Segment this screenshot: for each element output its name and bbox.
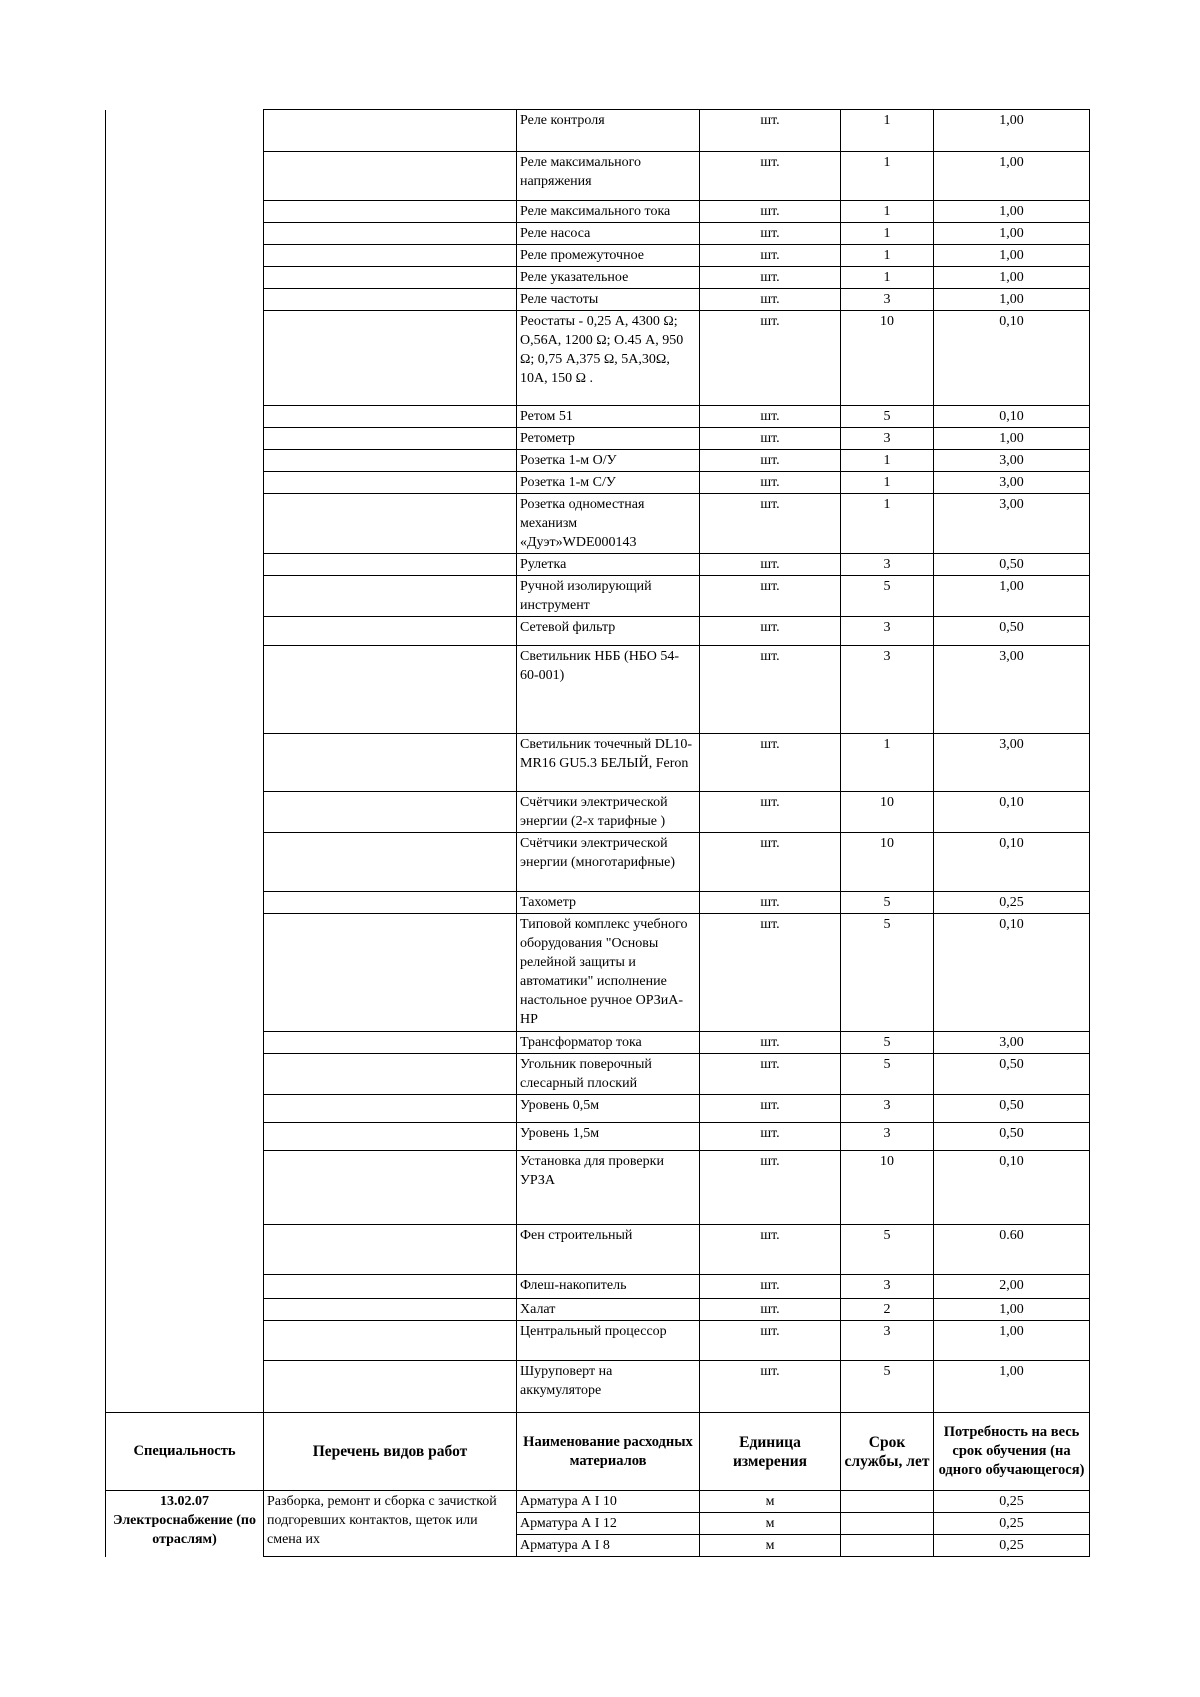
- specialty-cell-empty: [106, 914, 264, 1032]
- service-life-value: 1: [841, 450, 934, 472]
- material-name: Розетка 1-м С/У: [517, 472, 700, 494]
- works-cell-empty: [264, 450, 517, 472]
- service-life-value: [841, 1535, 934, 1557]
- service-life-value: 3: [841, 554, 934, 576]
- specialty-cell-empty: [106, 1275, 264, 1299]
- need-value: 0,10: [934, 406, 1090, 428]
- material-name: Светильник НББ (НБО 54-60-001): [517, 646, 700, 734]
- header-life: Срок службы, лет: [841, 1413, 934, 1491]
- unit-value: шт.: [700, 406, 841, 428]
- specialty-cell-empty: [106, 223, 264, 245]
- unit-value: шт.: [700, 428, 841, 450]
- unit-value: шт.: [700, 792, 841, 833]
- works-cell-empty: [264, 494, 517, 554]
- works-cell-empty: [264, 1275, 517, 1299]
- unit-value: шт.: [700, 734, 841, 792]
- unit-value: шт.: [700, 1151, 841, 1225]
- service-life-value: 5: [841, 1054, 934, 1095]
- works-cell-empty: [264, 617, 517, 646]
- works-cell-empty: [264, 1321, 517, 1361]
- materials-table: [105, 109, 1090, 1557]
- material-name: Арматура А I 10: [517, 1491, 700, 1513]
- material-name: Счётчики электрической энергии (2-х тарифные ): [517, 792, 700, 833]
- need-value: 0,25: [934, 1513, 1090, 1535]
- specialty-cell-empty: [106, 201, 264, 223]
- unit-value: шт.: [700, 201, 841, 223]
- works-cell-empty: [264, 223, 517, 245]
- material-name: Реле промежуточное: [517, 245, 700, 267]
- material-name: Ретометр: [517, 428, 700, 450]
- unit-value: шт.: [700, 311, 841, 406]
- specialty-cell-empty: [106, 1054, 264, 1095]
- table-row: [106, 1225, 1090, 1275]
- material-name: Реостаты - 0,25 А, 4300 Ω; О,56А, 1200 Ω; О.45 А, 950 Ω; 0,75 А,375 Ω, 5А,30Ω, 10А, 150 Ω .: [517, 311, 700, 406]
- need-value: 3,00: [934, 494, 1090, 554]
- unit-value: шт.: [700, 617, 841, 646]
- specialty-cell-empty: [106, 1225, 264, 1275]
- specialty-cell-empty: [106, 406, 264, 428]
- unit-value: шт.: [700, 833, 841, 892]
- service-life-value: 10: [841, 833, 934, 892]
- need-value: 0,10: [934, 833, 1090, 892]
- table-row: [106, 223, 1090, 245]
- service-life-value: 10: [841, 311, 934, 406]
- works-cell-empty: [264, 289, 517, 311]
- works-cell-empty: [264, 311, 517, 406]
- specialty-cell-empty: [106, 792, 264, 833]
- unit-value: шт.: [700, 1095, 841, 1123]
- header-material: Наименование расходных материалов: [517, 1413, 700, 1491]
- need-value: 1,00: [934, 223, 1090, 245]
- service-life-value: 3: [841, 617, 934, 646]
- material-name: Типовой комплекс учебного оборудования "Основы релейной защиты и автоматики" исполнение настольное ручное ОРЗиА-НР: [517, 914, 700, 1032]
- table-row: [106, 554, 1090, 576]
- material-name: Реле максимального тока: [517, 201, 700, 223]
- table-row: [106, 201, 1090, 223]
- material-name: Светильник точечный DL10-MR16 GU5.3 БЕЛЫЙ, Feron: [517, 734, 700, 792]
- need-value: 1,00: [934, 289, 1090, 311]
- service-life-value: 1: [841, 494, 934, 554]
- unit-value: шт.: [700, 1361, 841, 1413]
- service-life-value: 1: [841, 734, 934, 792]
- need-value: 1,00: [934, 201, 1090, 223]
- specialty-cell-empty: [106, 428, 264, 450]
- table-row: [106, 450, 1090, 472]
- table-row: [106, 428, 1090, 450]
- need-value: 1,00: [934, 1299, 1090, 1321]
- table-row: [106, 245, 1090, 267]
- material-name: Реле указательное: [517, 267, 700, 289]
- service-life-value: 2: [841, 1299, 934, 1321]
- service-life-value: 10: [841, 1151, 934, 1225]
- specialty-cell-empty: [106, 1361, 264, 1413]
- service-life-value: 10: [841, 792, 934, 833]
- works-cell-empty: [264, 245, 517, 267]
- need-value: 0,25: [934, 1535, 1090, 1557]
- table-row: [106, 267, 1090, 289]
- specialty-cell-empty: [106, 472, 264, 494]
- table-row: [106, 1491, 1090, 1513]
- table-row: [106, 892, 1090, 914]
- material-name: Установка для проверки УРЗА: [517, 1151, 700, 1225]
- unit-value: м: [700, 1513, 841, 1535]
- specialty-cell-empty: [106, 1321, 264, 1361]
- need-value: 0,10: [934, 792, 1090, 833]
- table-row: [106, 914, 1090, 1032]
- unit-value: шт.: [700, 1032, 841, 1054]
- works-cell-empty: [264, 576, 517, 617]
- table-header-row: [106, 1413, 1090, 1491]
- need-value: 1,00: [934, 245, 1090, 267]
- service-life-value: 3: [841, 289, 934, 311]
- specialty-cell-empty: [106, 289, 264, 311]
- material-name: Реле частоты: [517, 289, 700, 311]
- material-name: Арматура А I 8: [517, 1535, 700, 1557]
- works-cell-empty: [264, 110, 517, 152]
- works-cell-empty: [264, 152, 517, 201]
- unit-value: шт.: [700, 110, 841, 152]
- need-value: 0,50: [934, 1123, 1090, 1151]
- specialty-cell-empty: [106, 494, 264, 554]
- service-life-value: 1: [841, 223, 934, 245]
- specialty-cell-empty: [106, 1032, 264, 1054]
- material-name: Реле максимального напряжения: [517, 152, 700, 201]
- material-name: Уровень 0,5м: [517, 1095, 700, 1123]
- service-life-value: 3: [841, 1321, 934, 1361]
- need-value: 3,00: [934, 472, 1090, 494]
- table-row: [106, 494, 1090, 554]
- specialty-cell-empty: [106, 554, 264, 576]
- table-row: [106, 1321, 1090, 1361]
- need-value: 0.60: [934, 1225, 1090, 1275]
- need-value: 0,50: [934, 554, 1090, 576]
- table-row: [106, 1095, 1090, 1123]
- material-name: Угольник поверочный слесарный плоский: [517, 1054, 700, 1095]
- specialty-cell-empty: [106, 734, 264, 792]
- unit-value: шт.: [700, 554, 841, 576]
- material-name: Ретом 51: [517, 406, 700, 428]
- need-value: 3,00: [934, 450, 1090, 472]
- unit-value: шт.: [700, 1275, 841, 1299]
- unit-value: шт.: [700, 289, 841, 311]
- table-row: [106, 617, 1090, 646]
- works-cell-empty: [264, 406, 517, 428]
- material-name: Розетка одноместная механизм «Дуэт»WDE000143: [517, 494, 700, 554]
- service-life-value: 1: [841, 472, 934, 494]
- service-life-value: 5: [841, 914, 934, 1032]
- unit-value: шт.: [700, 1123, 841, 1151]
- works-cell-empty: [264, 1151, 517, 1225]
- unit-value: м: [700, 1491, 841, 1513]
- unit-value: шт.: [700, 472, 841, 494]
- works-cell-empty: [264, 914, 517, 1032]
- works-cell-empty: [264, 1299, 517, 1321]
- unit-value: шт.: [700, 646, 841, 734]
- specialty-cell-empty: [106, 1095, 264, 1123]
- need-value: 1,00: [934, 576, 1090, 617]
- need-value: 1,00: [934, 267, 1090, 289]
- table-row: [106, 792, 1090, 833]
- unit-value: шт.: [700, 223, 841, 245]
- header-specialty: Специальность: [106, 1413, 264, 1491]
- service-life-value: 3: [841, 1123, 934, 1151]
- specialty-cell-empty: [106, 311, 264, 406]
- header-unit: Единица измерения: [700, 1413, 841, 1491]
- table-row: [106, 1361, 1090, 1413]
- service-life-value: 1: [841, 152, 934, 201]
- material-name: Сетевой фильтр: [517, 617, 700, 646]
- service-life-value: 1: [841, 201, 934, 223]
- unit-value: шт.: [700, 1225, 841, 1275]
- need-value: 1,00: [934, 152, 1090, 201]
- specialty-cell-empty: [106, 617, 264, 646]
- material-name: Уровень 1,5м: [517, 1123, 700, 1151]
- unit-value: шт.: [700, 1299, 841, 1321]
- material-name: Центральный процессор: [517, 1321, 700, 1361]
- material-name: Счётчики электрической энергии (многотарифные): [517, 833, 700, 892]
- header-works: Перечень видов работ: [264, 1413, 517, 1491]
- table-row: [106, 1299, 1090, 1321]
- works-cell-empty: [264, 201, 517, 223]
- specialty-cell-empty: [106, 450, 264, 472]
- works-cell-empty: [264, 1225, 517, 1275]
- specialty-cell-empty: [106, 1299, 264, 1321]
- specialty-cell-empty: [106, 646, 264, 734]
- works-cell-empty: [264, 1361, 517, 1413]
- service-life-value: 3: [841, 1275, 934, 1299]
- works-cell-empty: [264, 472, 517, 494]
- material-name: Ручной изолирующий инструмент: [517, 576, 700, 617]
- unit-value: шт.: [700, 576, 841, 617]
- specialty-cell-empty: [106, 1123, 264, 1151]
- need-value: 0,25: [934, 892, 1090, 914]
- specialty-code: 13.02.07 Электроснабжение (по отраслям): [106, 1491, 264, 1557]
- table-row: [106, 576, 1090, 617]
- table-row: [106, 289, 1090, 311]
- works-cell-empty: [264, 734, 517, 792]
- material-name: Шуруповерт на аккумуляторе: [517, 1361, 700, 1413]
- works-cell-empty: [264, 267, 517, 289]
- header-need: Потребность на весь срок обучения (на одного обучающегося): [934, 1413, 1090, 1491]
- table-row: [106, 1054, 1090, 1095]
- need-value: 0,50: [934, 1095, 1090, 1123]
- specialty-cell-empty: [106, 1151, 264, 1225]
- table-row: [106, 472, 1090, 494]
- need-value: 0,25: [934, 1491, 1090, 1513]
- service-life-value: 1: [841, 267, 934, 289]
- works-cell-empty: [264, 1032, 517, 1054]
- service-life-value: 1: [841, 245, 934, 267]
- need-value: 1,00: [934, 1321, 1090, 1361]
- material-name: Халат: [517, 1299, 700, 1321]
- works-cell-empty: [264, 892, 517, 914]
- table-row: [106, 110, 1090, 152]
- specialty-cell-empty: [106, 892, 264, 914]
- table-row: [106, 646, 1090, 734]
- unit-value: шт.: [700, 245, 841, 267]
- unit-value: шт.: [700, 450, 841, 472]
- works-cell-empty: [264, 428, 517, 450]
- unit-value: шт.: [700, 1054, 841, 1095]
- unit-value: шт.: [700, 892, 841, 914]
- unit-value: шт.: [700, 1321, 841, 1361]
- unit-value: шт.: [700, 267, 841, 289]
- material-name: Фен строительный: [517, 1225, 700, 1275]
- material-name: Арматура А I 12: [517, 1513, 700, 1535]
- service-life-value: 3: [841, 1095, 934, 1123]
- service-life-value: 1: [841, 110, 934, 152]
- specialty-cell-empty: [106, 152, 264, 201]
- unit-value: м: [700, 1535, 841, 1557]
- table-row: [106, 833, 1090, 892]
- service-life-value: 5: [841, 1361, 934, 1413]
- material-name: Розетка 1-м О/У: [517, 450, 700, 472]
- need-value: 0,50: [934, 617, 1090, 646]
- table-row: [106, 152, 1090, 201]
- need-value: 3,00: [934, 1032, 1090, 1054]
- unit-value: шт.: [700, 152, 841, 201]
- service-life-value: [841, 1491, 934, 1513]
- specialty-cell-empty: [106, 576, 264, 617]
- material-name: Флеш-накопитель: [517, 1275, 700, 1299]
- service-life-value: 3: [841, 428, 934, 450]
- service-life-value: 3: [841, 646, 934, 734]
- table-row: [106, 406, 1090, 428]
- works-cell-empty: [264, 1123, 517, 1151]
- table-row: [106, 734, 1090, 792]
- work-type: Разборка, ремонт и сборка с зачисткой подгоревших контактов, щеток или смена их: [264, 1491, 517, 1557]
- need-value: 1,00: [934, 1361, 1090, 1413]
- table-row: [106, 1151, 1090, 1225]
- works-cell-empty: [264, 792, 517, 833]
- works-cell-empty: [264, 1095, 517, 1123]
- service-life-value: 5: [841, 1225, 934, 1275]
- material-name: Трансформатор тока: [517, 1032, 700, 1054]
- service-life-value: 5: [841, 576, 934, 617]
- need-value: 0,50: [934, 1054, 1090, 1095]
- table-row: [106, 1032, 1090, 1054]
- material-name: Реле насоса: [517, 223, 700, 245]
- service-life-value: 5: [841, 892, 934, 914]
- need-value: 3,00: [934, 646, 1090, 734]
- works-cell-empty: [264, 554, 517, 576]
- table-row: [106, 1275, 1090, 1299]
- table-row: [106, 1123, 1090, 1151]
- specialty-cell-empty: [106, 833, 264, 892]
- need-value: 0,10: [934, 311, 1090, 406]
- table-row: [106, 311, 1090, 406]
- unit-value: шт.: [700, 494, 841, 554]
- specialty-cell-empty: [106, 245, 264, 267]
- service-life-value: 5: [841, 406, 934, 428]
- need-value: 0,10: [934, 1151, 1090, 1225]
- need-value: 1,00: [934, 428, 1090, 450]
- specialty-cell-empty: [106, 110, 264, 152]
- unit-value: шт.: [700, 914, 841, 1032]
- works-cell-empty: [264, 833, 517, 892]
- material-name: Реле контроля: [517, 110, 700, 152]
- need-value: 3,00: [934, 734, 1090, 792]
- specialty-cell-empty: [106, 267, 264, 289]
- need-value: 2,00: [934, 1275, 1090, 1299]
- need-value: 1,00: [934, 110, 1090, 152]
- service-life-value: 5: [841, 1032, 934, 1054]
- service-life-value: [841, 1513, 934, 1535]
- material-name: Рулетка: [517, 554, 700, 576]
- need-value: 0,10: [934, 914, 1090, 1032]
- material-name: Тахометр: [517, 892, 700, 914]
- works-cell-empty: [264, 1054, 517, 1095]
- works-cell-empty: [264, 646, 517, 734]
